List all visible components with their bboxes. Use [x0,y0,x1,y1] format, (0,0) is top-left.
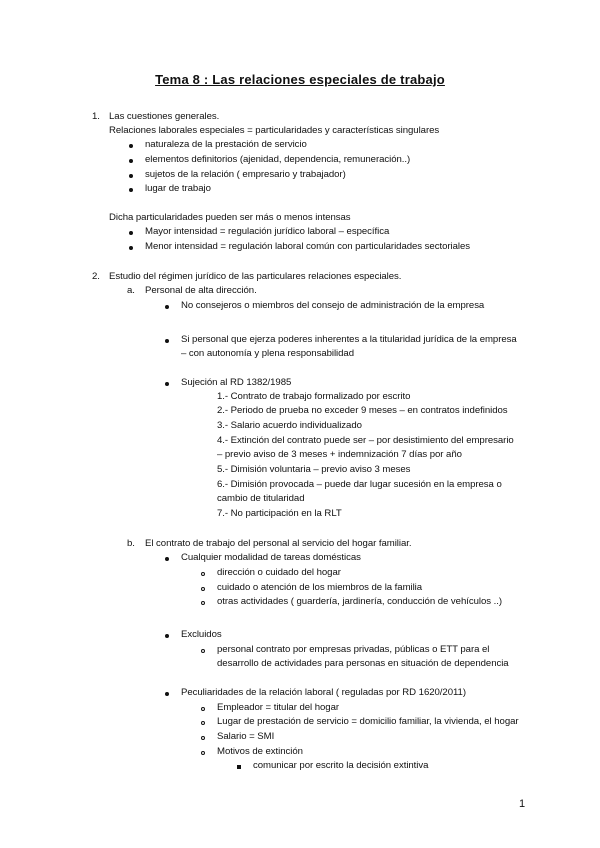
list-item: Peculiaridades de la relación laboral ( reguladas por RD 1620/2011) [181,687,466,698]
square-bullet-icon [237,765,241,769]
subsection-b-heading: El contrato de trabajo del personal al servicio del hogar familiar. [145,538,412,549]
numbered-item: 1.- Contrato de trabajo formalizado por escrito [217,391,411,402]
bullet-icon [129,246,133,250]
bullet-icon [129,144,133,148]
circle-bullet-icon [201,649,205,653]
circle-bullet-icon [201,572,205,576]
circle-bullet-icon [201,601,205,605]
numbered-item: 4.- Extinción del contrato puede ser – por desistimiento del empresario [217,435,514,446]
numbered-item-continuation: – previo aviso de 3 meses + indemnización 7 días por año [217,449,462,460]
sub-list-item: otras actividades ( guardería, jardinería, conducción de vehículos ..) [217,596,503,607]
list-item: Excluidos [181,629,222,640]
list-item: lugar de trabajo [145,183,211,194]
sub-list-item: cuidado o atención de los miembros de la familia [217,582,423,593]
page-number: 1 [519,798,526,810]
bullet-icon [129,188,133,192]
list-item: No consejeros o miembros del consejo de administración de la empresa [181,300,485,311]
list-item-continuation: – con autonomía y plena responsabilidad [181,348,354,359]
sub-list-item: Empleador = titular del hogar [217,702,340,713]
sub-list-item: personal contrato por empresas privadas, públicas o ETT para el [217,644,490,655]
numbered-item: 6.- Dimisión provocada – puede dar lugar sucesión en la empresa o [217,479,502,490]
list-item: Si personal que ejerza poderes inherentes a la titularidad jurídica de la empresa [181,334,517,345]
numbered-item-continuation: cambio de titularidad [217,493,305,504]
numbered-item: 3.- Salario acuerdo individualizado [217,420,362,431]
list-item: Cualquier modalidad de tareas domésticas [181,552,361,563]
bullet-icon [129,174,133,178]
sub-list-item: Lugar de prestación de servicio = domicilio familiar, la vivienda, el hogar [217,716,519,727]
numbered-item: 2.- Periodo de prueba no exceder 9 meses – en contratos indefinidos [217,405,508,416]
section-1-intro-2: Dicha particularidades pueden ser más o menos intensas [109,212,351,223]
circle-bullet-icon [201,736,205,740]
bullet-icon [165,382,169,386]
sub-list-item: dirección o cuidado del hogar [217,567,341,578]
bullet-icon [165,692,169,696]
list-item: elementos definitorios (ajenidad, dependencia, remuneración..) [145,154,411,165]
list-item: Mayor intensidad = regulación jurídico laboral – específica [145,226,390,237]
sub-list-item-continuation: desarrollo de actividades para personas en situación de dependencia [217,658,509,669]
sub-list-item: Salario = SMI [217,731,275,742]
list-item: naturaleza de la prestación de servicio [145,139,307,150]
bullet-icon [165,557,169,561]
circle-bullet-icon [201,721,205,725]
section-2-heading: Estudio del régimen jurídico de las particulares relaciones especiales. [109,271,402,282]
sub-sub-list-item: comunicar por escrito la decisión extintiva [253,760,429,771]
document-title: Tema 8 : Las relaciones especiales de trabajo [155,72,445,87]
sub-list-item: Motivos de extinción [217,746,303,757]
bullet-icon [129,231,133,235]
list-item: Menor intensidad = regulación laboral común con particularidades sectoriales [145,241,470,252]
list-item: sujetos de la relación ( empresario y trabajador) [145,169,346,180]
subsection-a-letter: a. [127,285,135,296]
circle-bullet-icon [201,707,205,711]
numbered-item: 5.- Dimisión voluntaria – previo aviso 3 meses [217,464,411,475]
circle-bullet-icon [201,751,205,755]
subsection-b-letter: b. [127,538,135,549]
bullet-icon [165,634,169,638]
section-1-number: 1. [92,111,100,122]
circle-bullet-icon [201,587,205,591]
bullet-icon [165,339,169,343]
section-1-intro: Relaciones laborales especiales = particularidades y características singulares [109,125,440,136]
section-2-number: 2. [92,271,100,282]
numbered-item: 7.- No participación en la RLT [217,508,342,519]
subsection-a-heading: Personal de alta dirección. [145,285,257,296]
list-item: Sujeción al RD 1382/1985 [181,377,292,388]
section-1-heading: Las cuestiones generales. [109,111,220,122]
bullet-icon [129,159,133,163]
bullet-icon [165,305,169,309]
